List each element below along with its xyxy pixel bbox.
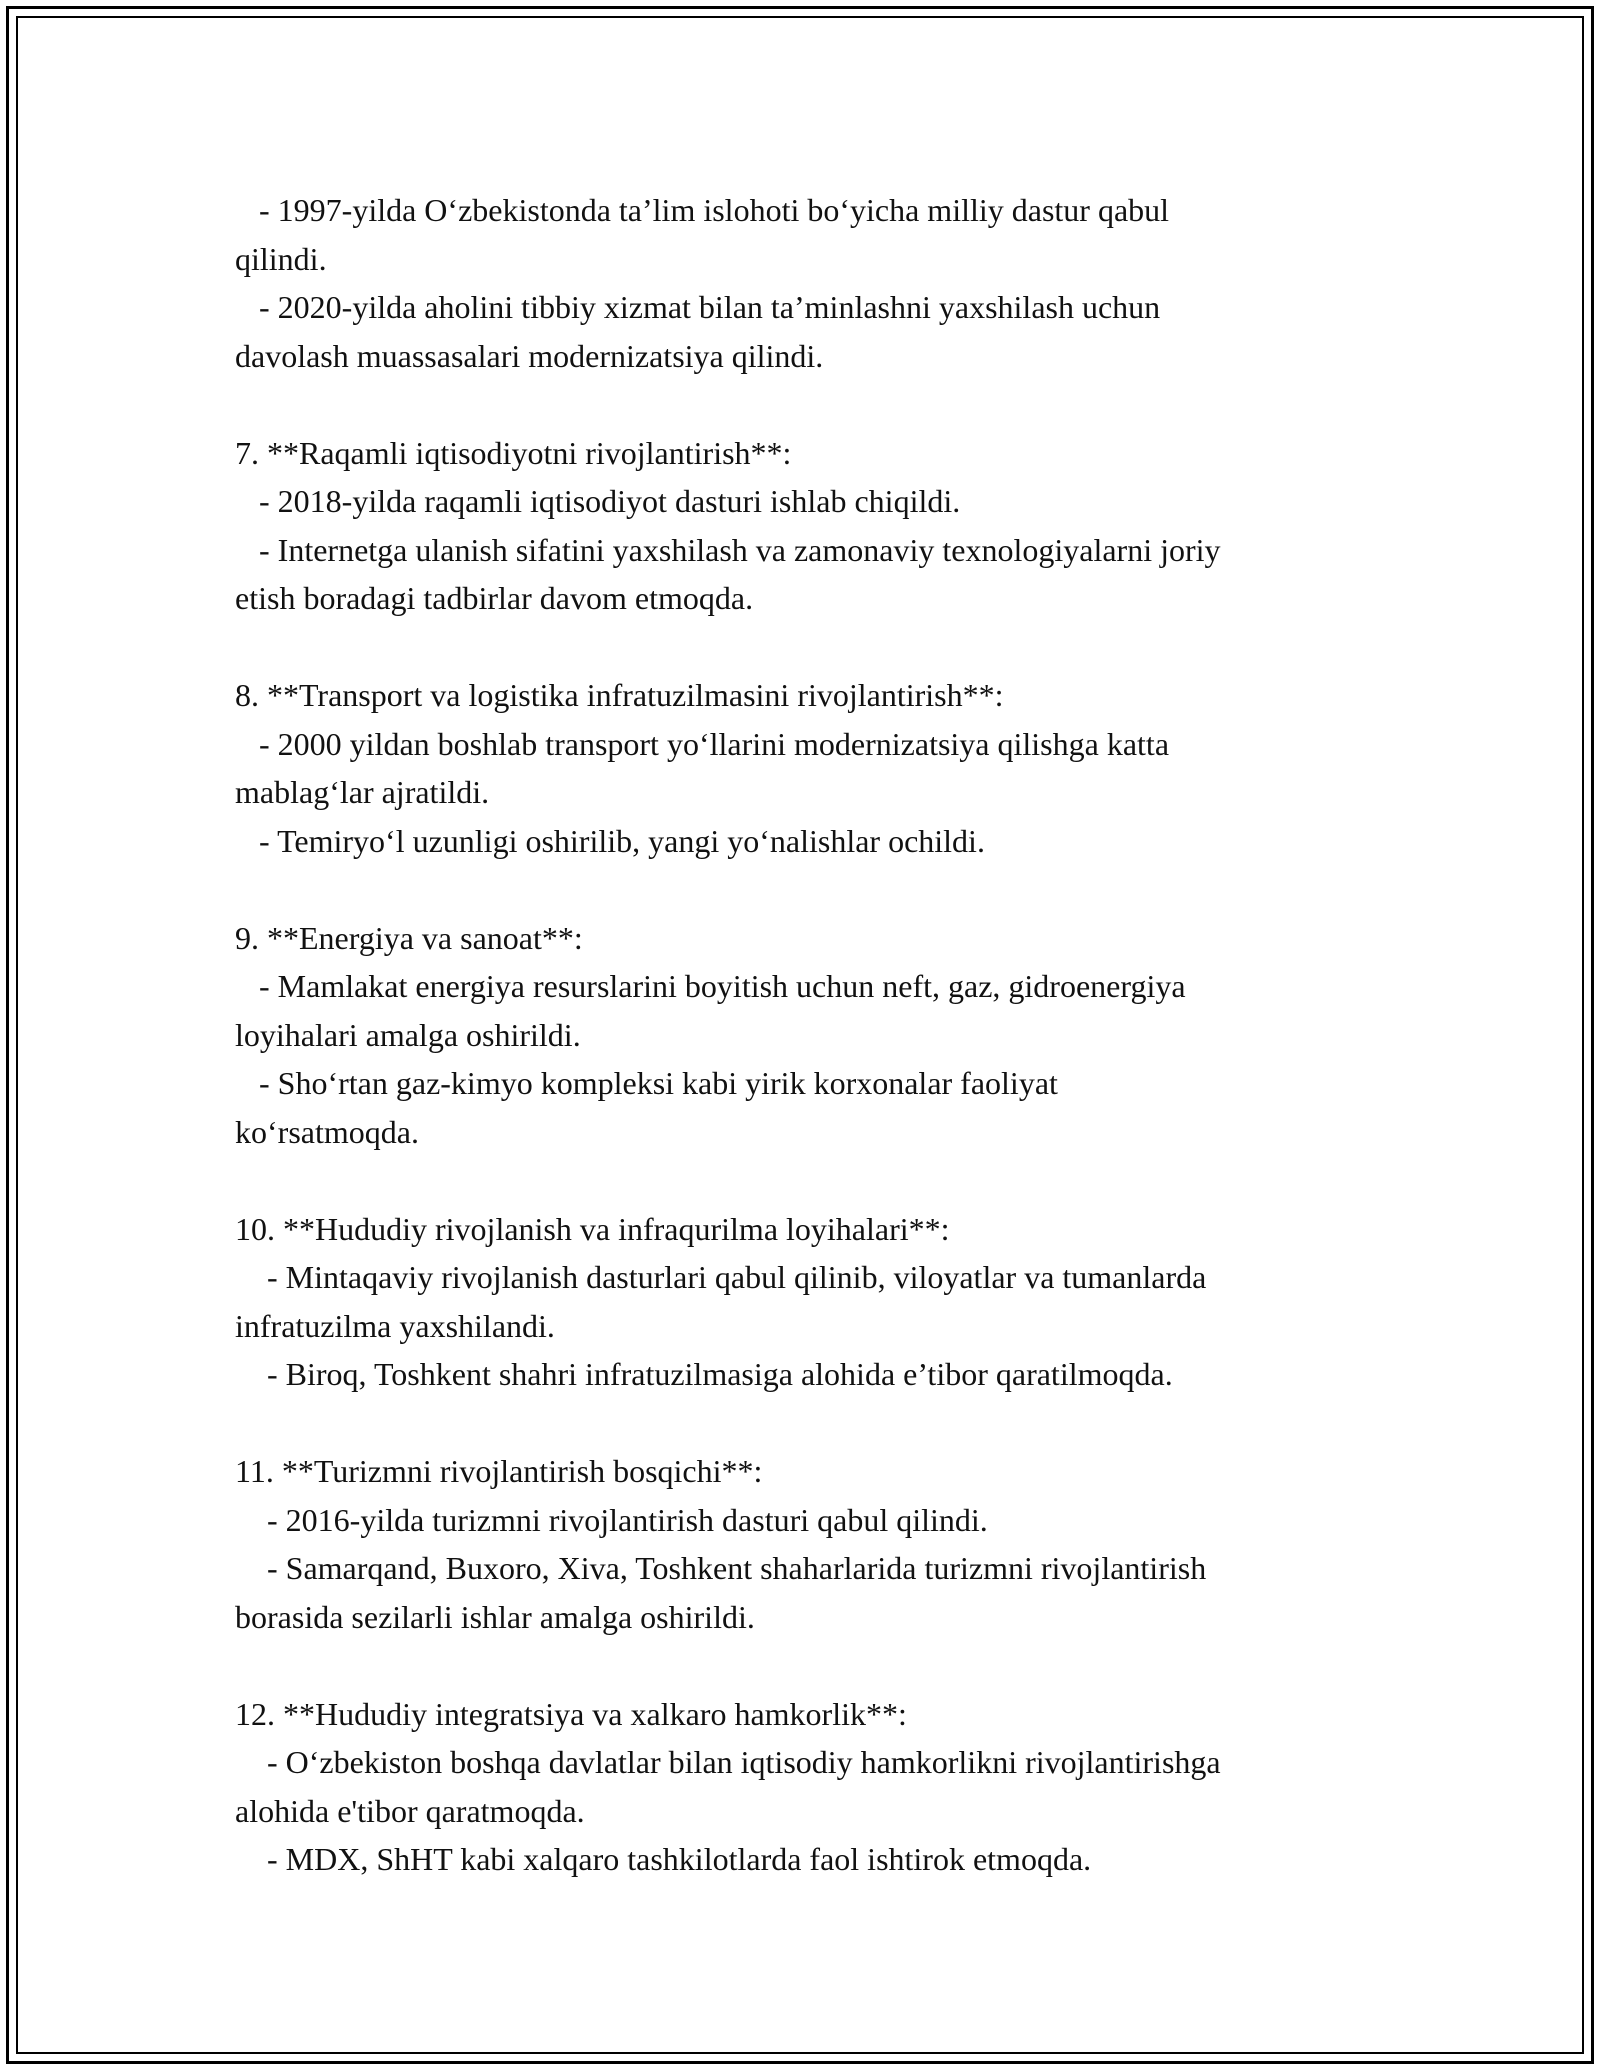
section-heading: 10. **Hududiy rivojlanish va infraqurilma loyihalari**: <box>235 1210 950 1247</box>
text-line: - 1997-yilda O‘zbekistonda ta’lim islohoti bo‘yicha milliy dastur qabul <box>235 192 1170 228</box>
text-line: loyihalari amalga oshirildi. <box>235 1016 581 1053</box>
text-line: - Mintaqaviy rivojlanish dasturlari qabul qilinib, viloyatlar va tumanlarda <box>235 1259 1207 1295</box>
text-line: infratuzilma yaxshilandi. <box>235 1307 555 1344</box>
section-heading: 8. **Transport va logistika infratuzilmasini rivojlantirish**: <box>235 677 1004 713</box>
text-line: - 2016-yilda turizmni rivojlantirish dasturi qabul qilindi. <box>235 1501 988 1538</box>
text-line: - MDX, ShHT kabi xalqaro tashkilotlarda faol ishtirok etmoqda. <box>235 1841 1092 1877</box>
section-11 <box>235 1447 1415 1641</box>
section-7 <box>235 429 1415 623</box>
text-line: - O‘zbekiston boshqa davlatlar bilan iqtisodiy hamkorlikni rivojlantirishga <box>235 1744 1221 1780</box>
section-heading: 12. **Hududiy integratsiya va xalkaro hamkorlik**: <box>235 1695 907 1732</box>
text-line: ko‘rsatmoqda. <box>235 1113 419 1150</box>
section-heading: 9. **Energiya va sanoat**: <box>235 919 583 956</box>
paragraph-gap <box>235 380 1415 429</box>
text-line: mablag‘lar ajratildi. <box>235 774 490 810</box>
text-line: - Mamlakat energiya resurslarini boyitish uchun neft, gaz, gidroenergiya <box>235 968 1186 1004</box>
text-line: - Sho‘rtan gaz-kimyo kompleksi kabi yirik korxonalar faoliyat <box>235 1065 1058 1101</box>
text-line: alohida e'tibor qaratmoqda. <box>235 1792 585 1829</box>
section-heading: 7. **Raqamli iqtisodiyotni rivojlantirish**: <box>235 434 792 471</box>
text-line: - Samarqand, Buxoro, Xiva, Toshkent shaharlarida turizmni rivojlantirish <box>235 1550 1207 1586</box>
section-10 <box>235 1205 1415 1399</box>
text-line: qilindi. <box>235 240 327 277</box>
text-line: - 2018-yilda raqamli iqtisodiyot dasturi ishlab chiqildi. <box>235 483 961 519</box>
text-line: - Temiryo‘l uzunligi oshirilib, yangi yo‘nalishlar ochildi. <box>235 822 985 859</box>
paragraph-gap <box>235 1156 1415 1205</box>
text-line: davolash muassasalari modernizatsiya qilindi. <box>235 337 824 374</box>
text-line: borasida sezilarli ishlar amalga oshirildi. <box>235 1598 755 1635</box>
paragraph-gap <box>235 865 1415 914</box>
text-line: - 2000 yildan boshlab transport yo‘llarini modernizatsiya qilishga katta <box>235 725 1170 762</box>
text-line: etish boradagi tadbirlar davom etmoqda. <box>235 580 754 616</box>
paragraph-gap <box>235 1641 1415 1690</box>
section-8 <box>235 671 1415 865</box>
section-heading: 11. **Turizmni rivojlantirish bosqichi**: <box>235 1453 763 1489</box>
section-9 <box>235 914 1415 1157</box>
paragraph-gap <box>235 1399 1415 1448</box>
text-line: - Internetga ulanish sifatini yaxshilash va zamonaviy texnologiyalarni joriy <box>235 531 1221 568</box>
list-tail-block <box>235 186 1415 380</box>
text-line: - 2020-yilda aholini tibbiy xizmat bilan ta’minlashni yaxshilash uchun <box>235 289 1161 325</box>
section-12 <box>235 1690 1415 1884</box>
document-body <box>235 186 1415 1884</box>
paragraph-gap <box>235 623 1415 672</box>
text-line: - Biroq, Toshkent shahri infratuzilmasiga alohida e’tibor qaratilmoqda. <box>235 1356 1173 1392</box>
